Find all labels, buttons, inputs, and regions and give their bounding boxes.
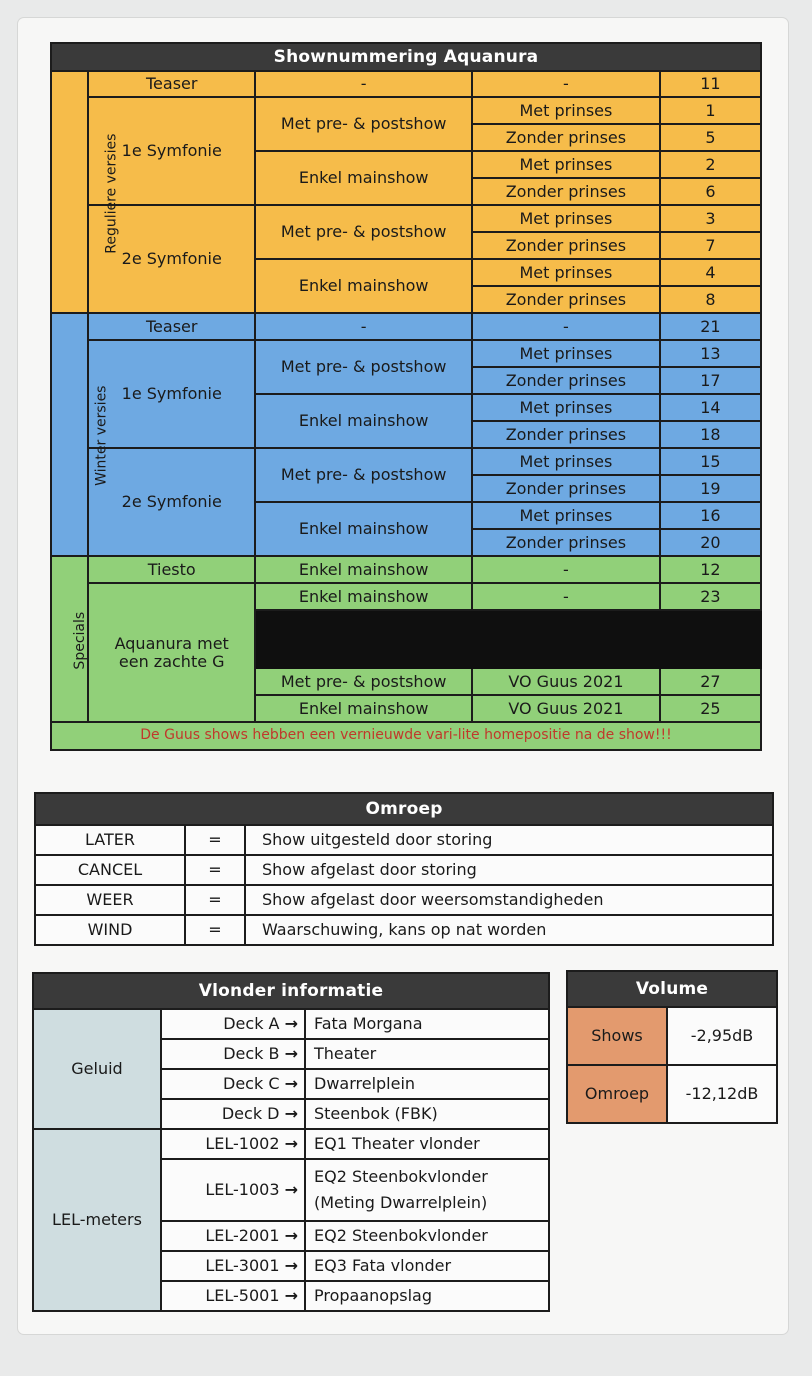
arrow-icon: → — [284, 1134, 298, 1154]
lel-id: LEL-1003 → — [161, 1159, 305, 1221]
arrow-icon: → — [284, 1014, 298, 1034]
volume-label: Omroep — [567, 1065, 667, 1123]
lel-id: LEL-3001 → — [161, 1251, 305, 1281]
teaser-label: Teaser — [88, 313, 255, 340]
deck-id: Deck D → — [161, 1099, 305, 1129]
lel-label: LEL-meters — [33, 1129, 161, 1311]
lel-id: LEL-5001 → — [161, 1281, 305, 1311]
omroep-code: WEER — [35, 885, 185, 915]
deck-id: Deck C → — [161, 1069, 305, 1099]
volume-value: -2,95dB — [667, 1007, 777, 1065]
omroep-code: WIND — [35, 915, 185, 945]
lel-id: LEL-1002 → — [161, 1129, 305, 1159]
show-number: 18 — [660, 421, 761, 448]
show-number: 17 — [660, 367, 761, 394]
vlonder-title: Vlonder informatie — [33, 973, 549, 1009]
omroep-title: Omroep — [35, 793, 773, 825]
show-number: 3 — [660, 205, 761, 232]
guus-label: Aquanura met een zachte G — [88, 583, 255, 722]
show-number: 7 — [660, 232, 761, 259]
geluid-label: Geluid — [33, 1009, 161, 1129]
show-number: 19 — [660, 475, 761, 502]
volume-table — [566, 970, 778, 1124]
guus-note: De Guus shows hebben een vernieuwde vari-lite homepositie na de show!!! — [51, 722, 761, 750]
arrow-icon: → — [284, 1256, 298, 1276]
show-number: 4 — [660, 259, 761, 286]
group-specials: Specials — [51, 556, 88, 722]
vlonder-table: Vlonder informatie Geluid Deck A → Fata Morgana Deck B → Theater Deck C → Dwarrelplein Deck D → Steenbok (FBK) LEL-meters LEL-1002 → EQ1 Theater vlonder LEL-1003 → EQ2 Steenbokvlonder (Meting Dwarrelplein) LEL-2001 → EQ2 Steenbokvlonder LEL-3001 → EQ3 Fata vlonder LEL-5001 → Propaanopslag — [32, 972, 550, 1312]
teaser-label: Teaser — [88, 71, 255, 97]
redacted-row — [255, 639, 761, 668]
symphony-label: 2e Symfonie — [88, 448, 255, 556]
arrow-icon: → — [284, 1104, 298, 1124]
omroep-table: Omroep LATER = Show uitgesteld door storing CANCEL = Show afgelast door storing WEER = Show afgelast door weersomstandigheden WIND = Waarschuwing, kans op nat worden — [34, 792, 774, 946]
show-number: 8 — [660, 286, 761, 313]
deck-id: Deck B → — [161, 1039, 305, 1069]
show-number: 23 — [660, 583, 761, 610]
show-number: 21 — [660, 313, 761, 340]
group-winter: Winter versies — [51, 313, 88, 556]
shows-table: Shownummering Aquanura Reguliere versies Teaser - - 11 1e Symfonie Met pre- & postshow Met prinses 1 Zonder prinses 5 Enkel mainshow Met prinses 2 Zonder prinses 6 2e Symfonie Met pre- & postshow Met prinses 3 Zonder prinses 7 Enkel mainshow Met prinses 4 Zonder prinses 8 Winter versies Teaser - - 21 1e Symfonie Met pre- & postshow Met prinses 13 Zonder prinses 17 Enkel mainshow Met prinses 14 Zonder prinses 18 2e Symfonie Met pre- & postshow Met prinses 15 Zonder prinses 19 Enkel mainshow Met prinses 16 Zonder prinses 20 Specials Tiesto Enkel mainshow - 12 Aquanura met een zachte G Enkel mainshow - 23 Met pre- & postshow VO Guus 2021 27 Enkel mainshow VO Guus 2021 25 De Guus shows hebben een vernieuwde vari-lite homepositie na de show!!! — [50, 42, 762, 751]
show-number: 1 — [660, 97, 761, 124]
show-number: 12 — [660, 556, 761, 583]
show-number: 6 — [660, 178, 761, 205]
arrow-icon: → — [284, 1180, 298, 1200]
show-number: 14 — [660, 394, 761, 421]
lel-id: LEL-2001 → — [161, 1221, 305, 1251]
arrow-icon: → — [284, 1286, 298, 1306]
arrow-icon: → — [284, 1226, 298, 1246]
symphony-label: 1e Symfonie — [88, 97, 255, 205]
tiesto-label: Tiesto — [88, 556, 255, 583]
symphony-label: 1e Symfonie — [88, 340, 255, 448]
omroep-code: LATER — [35, 825, 185, 855]
show-number: 11 — [660, 71, 761, 97]
show-number: 13 — [660, 340, 761, 367]
volume-value: -12,12dB — [667, 1065, 777, 1123]
omroep-code: CANCEL — [35, 855, 185, 885]
show-number: 25 — [660, 695, 761, 722]
volume-label: Shows — [567, 1007, 667, 1065]
show-number: 15 — [660, 448, 761, 475]
show-number: 16 — [660, 502, 761, 529]
volume-title: Volume — [567, 971, 777, 1007]
arrow-icon: → — [284, 1074, 298, 1094]
shows-title: Shownummering Aquanura — [51, 43, 761, 71]
show-number: 20 — [660, 529, 761, 556]
show-number: 27 — [660, 668, 761, 695]
arrow-icon: → — [284, 1044, 298, 1064]
show-number: 2 — [660, 151, 761, 178]
group-regular: Reguliere versies — [51, 71, 88, 313]
redacted-row — [255, 610, 761, 639]
deck-id: Deck A → — [161, 1009, 305, 1039]
symphony-label: 2e Symfonie — [88, 205, 255, 313]
show-number: 5 — [660, 124, 761, 151]
